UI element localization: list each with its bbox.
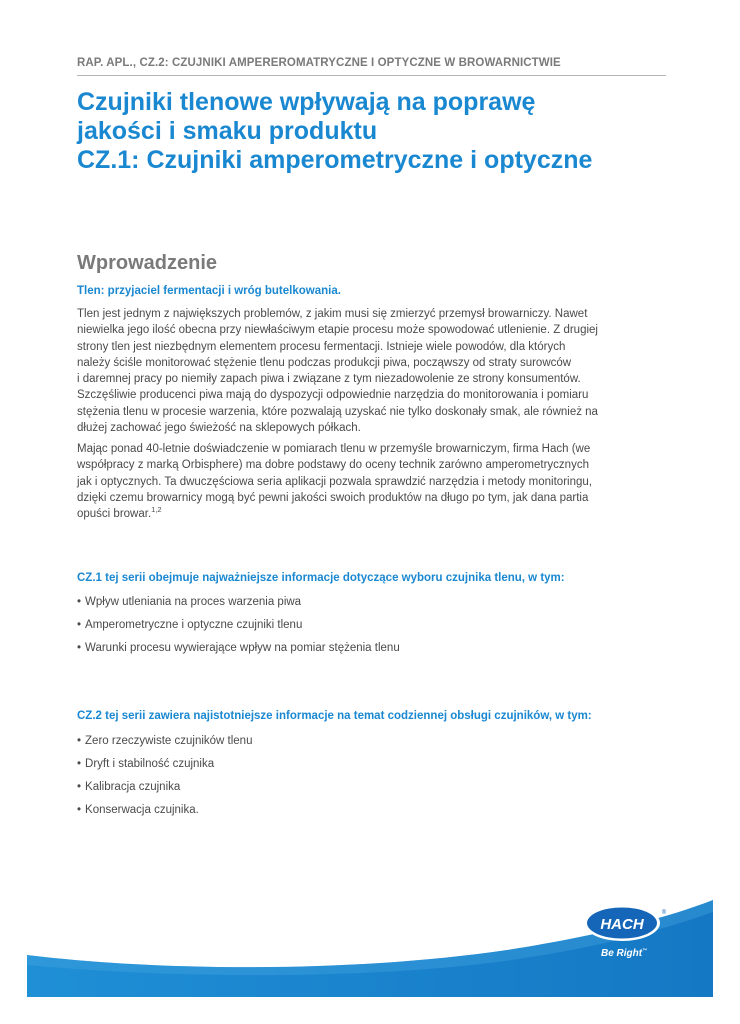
intro-paragraph-2	[77, 441, 667, 522]
paragraph-line: Tlen jest jednym z największych problemów, z jakim musi się zmierzyć przemysł browarniczy. Nawet	[77, 308, 588, 320]
paragraph-line-last	[77, 506, 667, 522]
hach-logo	[580, 902, 670, 972]
title-line-3: CZ.1: Czujniki amperometryczne i optyczne	[77, 146, 593, 174]
paragraph-line: stężenia tlenu w procesie warzenia, które pozwalają uzyskać nie tylko doskonały smak, ale również na	[77, 405, 598, 418]
paragraph-line: należy ściśle monitorować stężenie tlenu podczas produkcji piwa, począwszy od straty surowców	[77, 356, 572, 369]
document-title	[77, 88, 677, 175]
paragraph-line: współpracy z marką Orbisphere) ma dobre podstawy do oceny technik zarówno amperometrycznych	[77, 459, 589, 472]
part1-heading: CZ.1 tej serii obejmuje najważniejsze informacje dotyczące wyboru czujnika tlenu, w tym:	[77, 572, 565, 584]
list-item: • Konserwacja czujnika.	[77, 802, 252, 825]
title-line-1: Czujniki tlenowe wpływają na poprawę	[77, 88, 536, 116]
trademark-symbol: ™	[642, 948, 648, 954]
paragraph-last-text: opuści browar.	[77, 508, 152, 521]
running-header: RAP. APL., CZ.2: CZUJNIKI AMPEREROMATRYCZNE I OPTYCZNE W BROWARNICTWIE	[77, 57, 666, 76]
list-item: • Dryft i stabilność czujnika	[77, 756, 252, 779]
list-item: • Zero rzeczywiste czujników tlenu	[77, 733, 252, 756]
part1-list	[77, 594, 400, 663]
intro-paragraph-1	[77, 306, 667, 436]
paragraph-line: Szczęśliwie producenci piwa mają do dyspozycji odpowiednie narzędzia do monitorowania i pomiaru	[77, 389, 589, 402]
paragraph-line: i daremnej pracy po niemiły zapach piwa i związane z tym niezadowolenie ze strony konsumentów.	[77, 373, 581, 386]
paragraph-line: jak i optycznych. Ta dwuczęściowa seria aplikacji pozwala sprawdzić narzędzia i metody monitoringu,	[77, 475, 592, 488]
reference-superscript: 1,2	[151, 505, 162, 515]
list-item: • Wpływ utleniania na proces warzenia piwa	[77, 594, 400, 617]
list-item: • Kalibracja czujnika	[77, 779, 252, 802]
paragraph-line: dzięki czemu browarnicy mogą być pewni jakości swoich produktów na długo po tym, jak dana partia	[77, 491, 589, 504]
section-heading-intro: Wprowadzenie	[77, 252, 218, 274]
paragraph-line: Mając ponad 40-letnie doświadczenie w pomiarach tlenu w przemyśle browarniczym, firma Hach (we	[77, 443, 591, 455]
list-item: • Amperometryczne i optyczne czujniki tlenu	[77, 617, 400, 640]
intro-subheading: Tlen: przyjaciel fermentacji i wróg butelkowania.	[77, 285, 341, 297]
logo-wordmark: HACH	[600, 916, 644, 933]
paragraph-line: niewielka jego ilość obecna przy niewłaściwym etapie procesu może spowodować utlenienie. Z drugiej	[77, 324, 598, 337]
part2-list	[77, 733, 252, 825]
brand-tagline	[601, 948, 647, 959]
list-item: • Warunki procesu wywierające wpływ na pomiar stężenia tlenu	[77, 640, 400, 663]
registered-mark: ®	[661, 910, 667, 916]
hach-logo-mark	[580, 902, 670, 950]
tagline-text: Be Right	[601, 948, 643, 959]
part2-heading: CZ.2 tej serii zawiera najistotniejsze informacje na temat codziennej obsługi czujników, w tym:	[77, 710, 592, 722]
paragraph-line: dłużej zachować jego świeżość na sklepowych półkach.	[77, 422, 361, 435]
title-line-2: jakości i smaku produktu	[77, 117, 378, 145]
paragraph-line: strony tlen jest niezbędnym elementem procesu fermentacji. Istnieje wiele powodów, dla których	[77, 340, 566, 353]
